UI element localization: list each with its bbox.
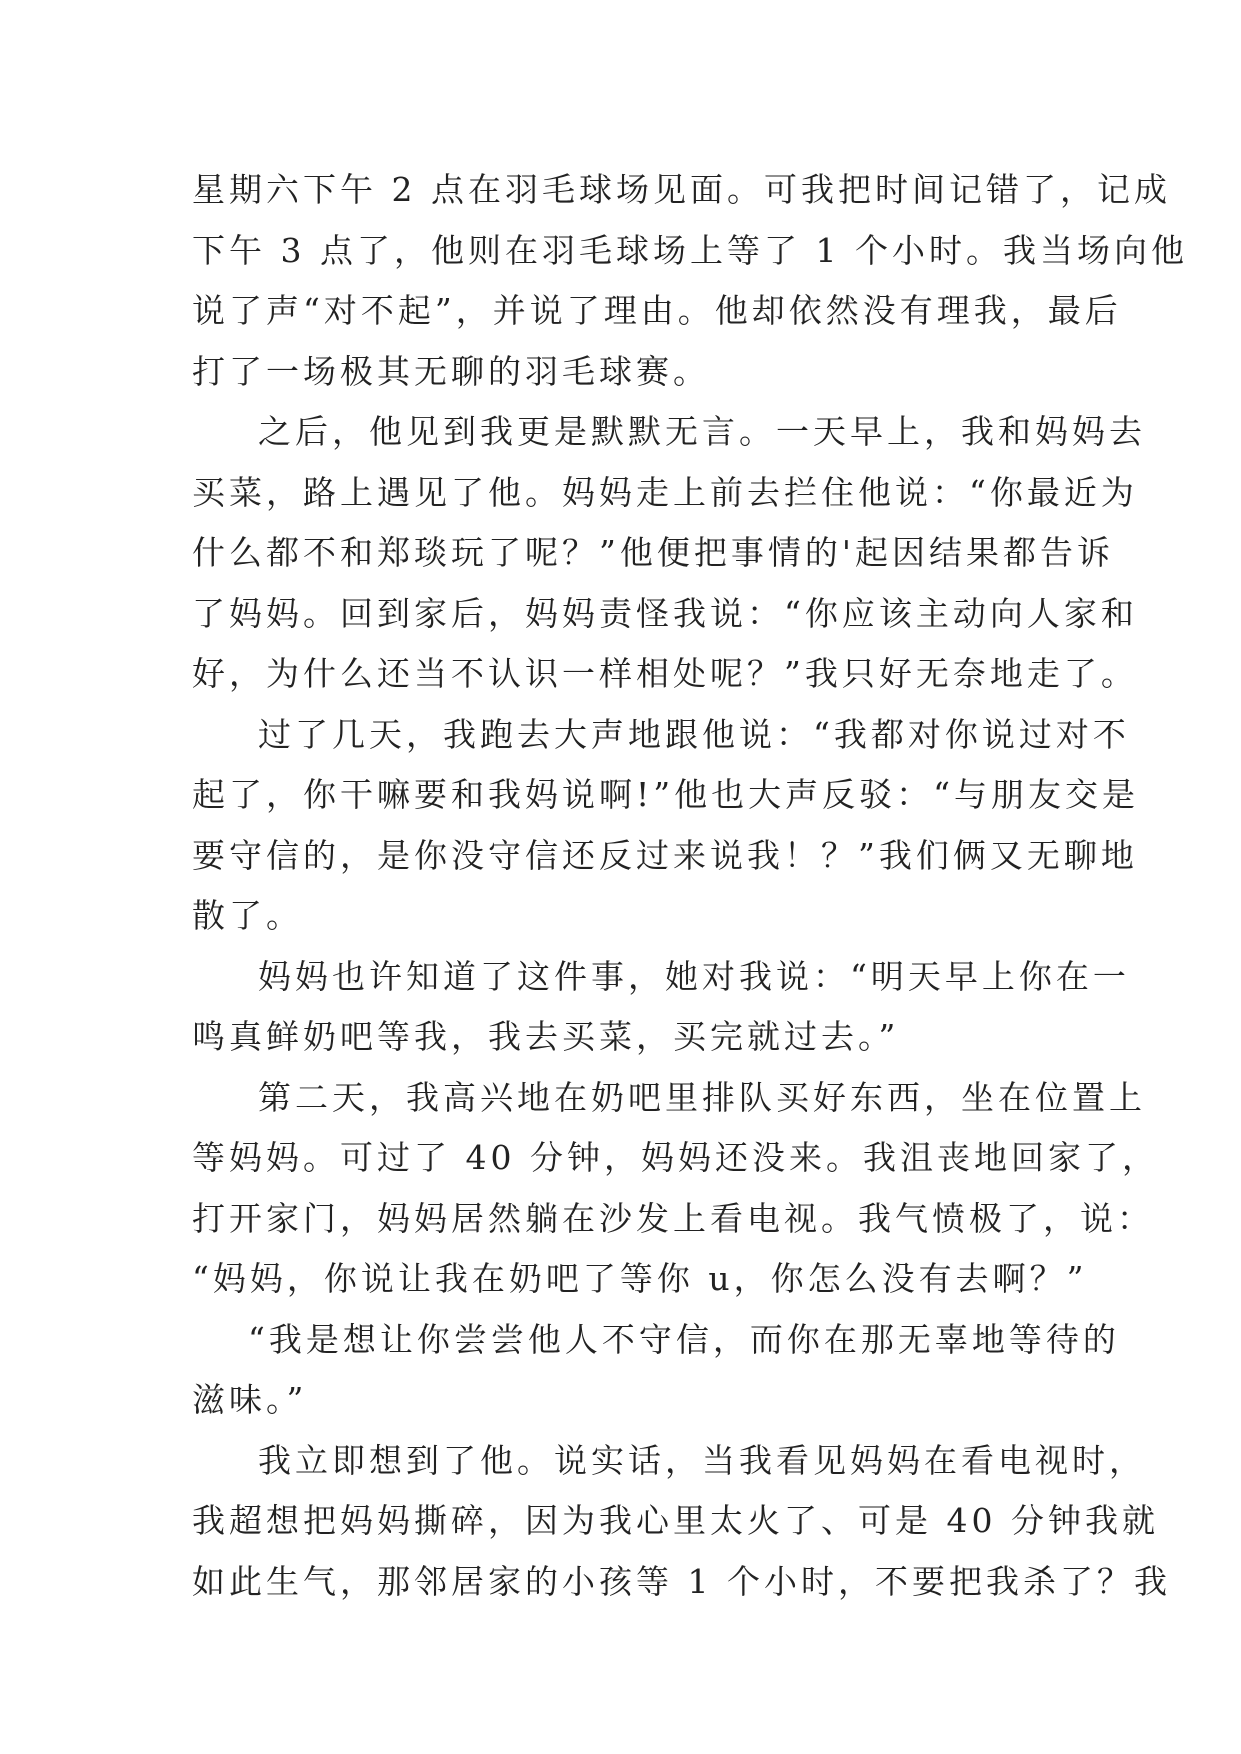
text-line: 打开家门，妈妈居然躺在沙发上看电视。我气愤极了，说： xyxy=(192,1198,1154,1238)
text-line: 了妈妈。回到家后，妈妈责怪我说：“你应该主动向人家和 xyxy=(192,593,1138,633)
text-line: 好，为什么还当不认识一样相处呢？”我只好无奈地走了。 xyxy=(192,654,1138,693)
text-line: 滋味。” xyxy=(192,1380,308,1419)
text-line: 如此生气，那邻居家的小孩等 1 个小时，不要把我杀了？我 xyxy=(192,1561,1171,1601)
text-line: “妈妈，你说让我在奶吧了等你 u，你怎么没有去啊？” xyxy=(192,1259,1088,1298)
text-line: 下午 3 点了，他则在羽毛球场上等了 1 个小时。我当场向他 xyxy=(192,230,1188,270)
text-line: 鸣真鲜奶吧等我，我去买菜，买完就过去。” xyxy=(192,1017,900,1056)
text-line: 打了一场极其无聊的羽毛球赛。 xyxy=(192,351,710,391)
text-line: 说了声“对不起”，并说了理由。他却依然没有理我，最后 xyxy=(192,291,1122,330)
text-line: 我超想把妈妈撕碎，因为我心里太火了、可是 40 分钟我就 xyxy=(192,1501,1159,1540)
text-line: 散了。 xyxy=(192,896,303,935)
paragraph-start-line: 第二天，我高兴地在奶吧里排队买好东西，坐在位置上 xyxy=(258,1077,1146,1117)
text-line: 要守信的，是你没守信还反过来说我！？”我们俩又无聊地 xyxy=(192,835,1138,875)
paragraph-start-line: “我是想让你尝尝他人不守信，而你在那无辜地等待的 xyxy=(248,1319,1120,1359)
body-text xyxy=(192,160,1188,1612)
paragraph-start-line: 之后，他见到我更是默默无言。一天早上，我和妈妈去 xyxy=(258,412,1146,451)
paragraph-start-line: 我立即想到了他。说实话，当我看见妈妈在看电视时， xyxy=(258,1440,1146,1480)
paragraph-start-line: 妈妈也许知道了这件事，她对我说：“明天早上你在一 xyxy=(258,956,1130,996)
text-line: 星期六下午 2 点在羽毛球场见面。可我把时间记错了，记成 xyxy=(192,170,1171,209)
text-line: 什么都不和郑琰玩了呢？”他便把事情的'起因结果都告诉 xyxy=(192,533,1114,572)
text-line: 买菜，路上遇见了他。妈妈走上前去拦住他说：“你最近为 xyxy=(192,472,1138,512)
text-line: 起了，你干嘛要和我妈说啊!”他也大声反驳：“与朋友交是 xyxy=(192,775,1140,814)
text-line: 等妈妈。可过了 40 分钟，妈妈还没来。我沮丧地回家了， xyxy=(192,1138,1159,1177)
paragraph-start-line: 过了几天，我跑去大声地跟他说：“我都对你说过对不 xyxy=(258,714,1130,754)
